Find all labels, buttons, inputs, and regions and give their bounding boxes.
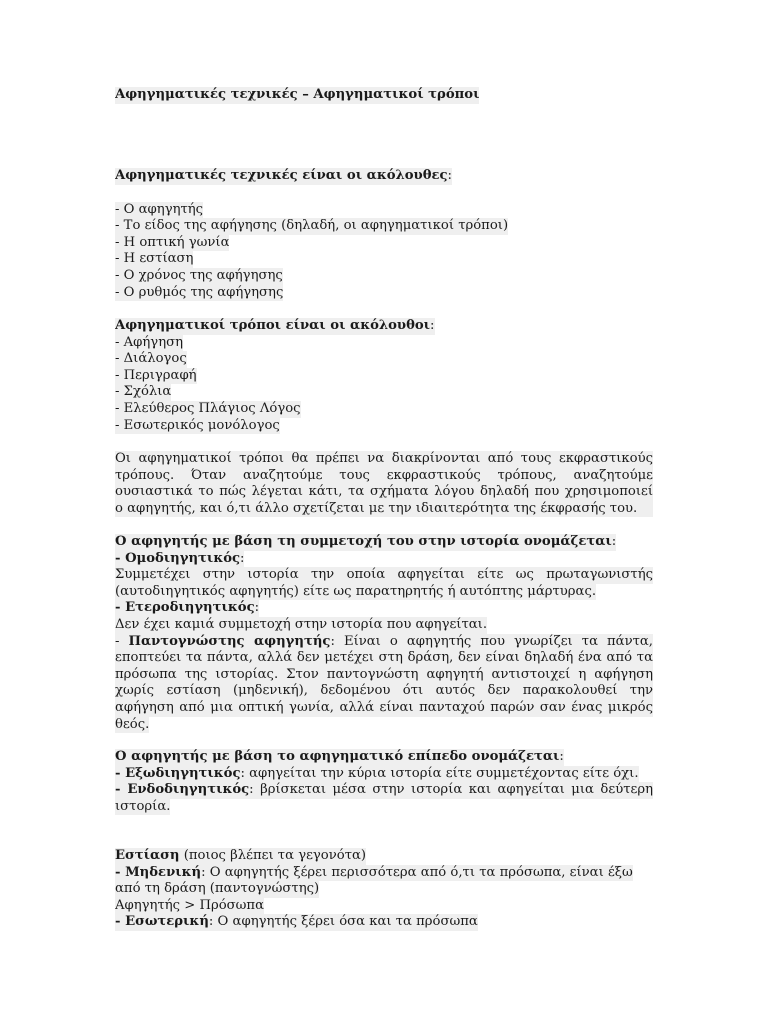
- list-item: - Ο ρυθμός της αφήγησης: [115, 284, 284, 300]
- modes-section: [115, 318, 653, 434]
- paragraph-line: Οι αφηγηματικοί τρόποι θα πρέπει να διακρίνονται από τους εκφραστικούς: [115, 451, 653, 466]
- list-item: - Διάλογος: [115, 351, 187, 367]
- narrative-level-section: [115, 749, 653, 815]
- focus-formula: Αφηγητής > Πρόσωπα: [115, 897, 264, 913]
- list-item: - Ελεύθερος Πλάγιος Λόγος: [115, 400, 301, 416]
- paragraph-line: ο αφηγητής, και ό,τι άλλο σχετίζεται με την ιδιαιτερότητα της έκφρασής του.: [115, 501, 653, 518]
- list-item: - Ο χρόνος της αφήγησης: [115, 267, 283, 283]
- paragraph-line: Δεν έχει καμιά συμμετοχή στην ιστορία που αφηγείται.: [115, 616, 488, 632]
- focus-section: [115, 848, 653, 931]
- expressive-modes-paragraph: [115, 451, 653, 517]
- paragraph-line: εποπτεύει τα πάντα, αλλά δεν μετέχει στη δράση, δεν είναι δηλαδή ένα από τα: [115, 650, 653, 666]
- extradiegetic-line: - Εξωδιηγητικός: αφηγείται την κύρια ιστορία είτε συμμετέχοντας είτε όχι.: [115, 765, 639, 781]
- focus-heading: Εστίαση (ποιος βλέπει τα γεγονότα): [115, 848, 367, 863]
- document-title: Αφηγηματικές τεχνικές – Αφηγηματικοί τρόποι: [115, 87, 480, 102]
- narrative-level-heading: Ο αφηγητής με βάση το αφηγηματικό επίπεδο ονομάζεται:: [115, 749, 564, 764]
- list-item: - Η οπτική γωνία: [115, 234, 230, 250]
- paragraph-line: (αυτοδιηγητικός αφηγητής) είτε ως παρατηρητής ή αυτόπτης μάρτυρας.: [115, 583, 597, 599]
- modes-heading: Αφηγηματικοί τρόποι είναι οι ακόλουθοι:: [115, 318, 435, 333]
- participation-heading: Ο αφηγητής με βάση τη συμμετοχή του στην ιστορία ονομάζεται:: [115, 534, 617, 549]
- intradiegetic-line: - Ενδοδιηγητικός: βρίσκεται μέσα στην ιστορία και αφηγείται μια δεύτερη: [115, 782, 653, 798]
- participation-section: [115, 534, 653, 733]
- techniques-heading: Αφηγηματικές τεχνικές είναι οι ακόλουθες:: [115, 168, 452, 183]
- paragraph-line: από τη δράση (παντογνώστης): [115, 881, 320, 897]
- list-item: - Αφήγηση: [115, 334, 183, 350]
- heterodiegetic-term: - Ετεροδιηγητικός:: [115, 600, 260, 616]
- paragraph-line: ιστορία.: [115, 798, 171, 814]
- document-title-block: [115, 87, 653, 104]
- paragraph-line: τρόπους. Όταν αναζητούμε τους εκφραστικούς τρόπους, αναζητούμε: [115, 467, 653, 483]
- techniques-section: [115, 168, 653, 301]
- list-item: - Ο αφηγητής: [115, 201, 204, 217]
- list-item: - Η εστίαση: [115, 251, 194, 267]
- list-item: - Περιγραφή: [115, 367, 197, 383]
- paragraph-line: Συμμετέχει στην ιστορία την οποία αφηγείται είτε ως πρωταγωνιστής: [115, 567, 653, 583]
- paragraph-line: χωρίς εστίαση (μηδενική), δεδομένου ότι αυτός δεν παρακολουθεί την: [115, 683, 653, 699]
- zero-focus-line: - Μηδενική: Ο αφηγητής ξέρει περισσότερα από ό,τι τα πρόσωπα, είναι έξω: [115, 864, 633, 880]
- paragraph-line: αφήγηση από μια οπτική γωνία, αλλά είναι πανταχού παρών σαν ένας μικρός: [115, 699, 653, 715]
- paragraph-line: ουσιαστικά το πώς λέγεται κάτι, τα σχήματα λόγου δηλαδή που χρησιμοποιεί: [115, 484, 653, 500]
- paragraph-line: πρόσωπα της ιστορίας. Στον παντογνώστη αφηγητή αντιστοιχεί η αφήγηση: [115, 666, 653, 682]
- internal-focus-line: - Εσωτερική: Ο αφηγητής ξέρει όσα και τα πρόσωπα: [115, 914, 478, 930]
- paragraph-line: θεός.: [115, 716, 150, 732]
- omniscient-term-line: - Παντογνώστης αφηγητής: Είναι ο αφηγητής που γνωρίζει τα πάντα,: [115, 633, 653, 649]
- list-item: - Εσωτερικός μονόλογος: [115, 417, 280, 433]
- list-item: - Σχόλια: [115, 384, 172, 400]
- list-item: - Το είδος της αφήγησης (δηλαδή, οι αφηγηματικοί τρόποι): [115, 218, 509, 234]
- homodiegetic-term: - Ομοδιηγητικός:: [115, 550, 245, 566]
